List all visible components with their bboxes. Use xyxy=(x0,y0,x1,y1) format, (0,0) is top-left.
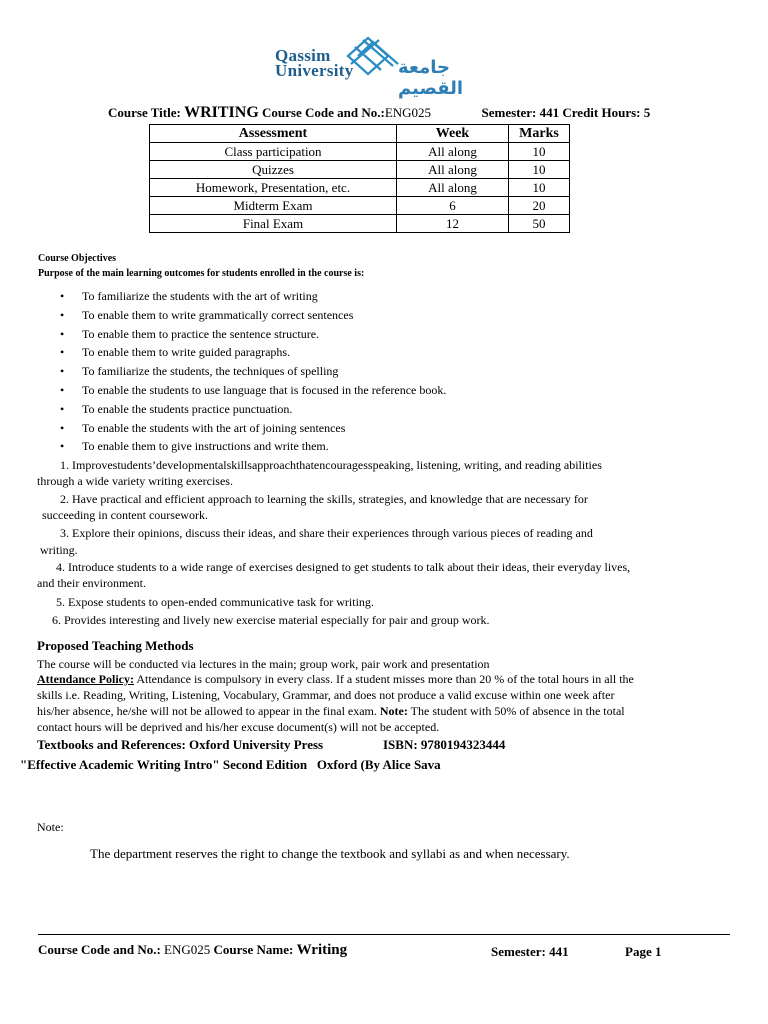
list-item: • To enable them to give instructions and write them. xyxy=(60,437,446,456)
page-footer xyxy=(38,942,730,959)
objectives-list xyxy=(60,287,446,456)
objectives-heading: Course Objectives xyxy=(38,253,117,264)
cell-assessment: Midterm Exam xyxy=(150,197,397,215)
outcome-2-line2: succeeding in content coursework. xyxy=(42,508,208,522)
cell-week: All along xyxy=(397,179,509,197)
footer-semester: Semester: 441 xyxy=(491,944,569,959)
outcome-1-line2: through a wide variety writing exercises. xyxy=(37,474,233,488)
semester-credit: Semester: 441 Credit Hours: 5 xyxy=(481,105,651,120)
cell-assessment: Homework, Presentation, etc. xyxy=(150,179,397,197)
list-item: • To enable the students practice punctuation. xyxy=(60,400,446,419)
footer-page-number: Page 1 xyxy=(625,944,662,959)
list-item: • To enable them to write grammatically correct sentences xyxy=(60,306,446,325)
cell-assessment: Class participation xyxy=(150,143,397,161)
teaching-text: The course will be conducted via lectures in the main; group work, pair work and presentation xyxy=(37,657,490,671)
cell-marks: 50 xyxy=(509,215,570,233)
cell-marks: 10 xyxy=(509,161,570,179)
header-week: Week xyxy=(397,125,509,143)
textbooks-label: Textbooks and References: Oxford University Press xyxy=(37,737,324,752)
course-code-label: Course Code and No.: xyxy=(262,105,385,120)
attendance-line2: skills i.e. Reading, Writing, Listening, Vocabulary, Grammar, and does not produce a valid excuse within one week after xyxy=(37,688,615,702)
list-item: • To enable the students to use language that is focused in the reference book. xyxy=(60,381,446,400)
header-assessment: Assessment xyxy=(150,125,397,143)
textbooks-isbn: ISBN: 9780194323444 xyxy=(383,737,506,752)
cell-week: All along xyxy=(397,161,509,179)
table-header-row xyxy=(150,125,570,143)
attendance-line1 xyxy=(37,672,634,687)
outcome-1-line1: 1. Improvestudents’developmentalskillsapproachthatencouragesspeaking, listening, writing, and reading abilities xyxy=(60,458,602,472)
attendance-label: Attendance Policy: xyxy=(37,672,134,686)
cell-week: 12 xyxy=(397,215,509,233)
table-row xyxy=(150,143,570,161)
cell-marks: 10 xyxy=(509,179,570,197)
course-title-label: Course Title: xyxy=(108,105,181,120)
attendance-line4: contact hours will be deprived and his/her excuse document(s) will not be accepted. xyxy=(37,720,440,734)
logo-arabic-name: جامعة القصيم xyxy=(398,57,464,99)
teaching-heading: Proposed Teaching Methods xyxy=(37,638,194,653)
list-item: • To enable them to practice the sentence structure. xyxy=(60,325,446,344)
table-row xyxy=(150,215,570,233)
cell-week: All along xyxy=(397,143,509,161)
objectives-purpose: Purpose of the main learning outcomes for students enrolled in the course is: xyxy=(38,268,365,279)
outcome-5: 5. Expose students to open-ended communicative task for writing. xyxy=(56,595,374,609)
assessment-table xyxy=(149,124,570,233)
table-row xyxy=(150,161,570,179)
outcome-4-line2: and their environment. xyxy=(37,576,146,590)
cell-assessment: Quizzes xyxy=(150,161,397,179)
attendance-note-label: Note: xyxy=(379,704,408,718)
attendance-line3 xyxy=(37,704,625,719)
outcome-4-line1: 4. Introduce students to a wide range of exercises designed to get students to talk about their ideas, their everyday lives, xyxy=(56,560,631,574)
attendance-text3b: The student with 50% of absence in the total xyxy=(410,704,625,718)
attendance-text3a: his/her absence, he/she will not be allowed to appear in the final exam. xyxy=(37,704,377,718)
footer-name-label: Course Name: xyxy=(213,942,294,957)
cell-week: 6 xyxy=(397,197,509,215)
cell-marks: 10 xyxy=(509,143,570,161)
attendance-text1: Attendance is compulsory in every class. If a student misses more than 20 % of the total hours in all the xyxy=(136,672,634,686)
note-text: The department reserves the right to change the textbook and syllabi as and when necessary. xyxy=(90,846,570,861)
logo-lattice-icon xyxy=(343,36,403,76)
list-item: • To enable the students with the art of joining sentences xyxy=(60,419,446,438)
header-marks: Marks xyxy=(509,125,570,143)
note-label: Note: xyxy=(37,820,64,834)
logo-name-line2: University xyxy=(275,61,354,80)
outcome-2-line1: 2. Have practical and efficient approach to learning the skills, strategies, and knowledge that are necessary for xyxy=(60,492,588,506)
course-header xyxy=(108,104,728,122)
outcome-6: 6. Provides interesting and lively new exercise material especially for pair and group work. xyxy=(52,613,490,627)
textbook-title: "Effective Academic Writing Intro" Second Edition Oxford (By Alice Sava xyxy=(20,757,441,772)
outcome-3-line1: 3. Explore their opinions, discuss their ideas, and share their experiences through various pieces of reading and xyxy=(60,526,593,540)
list-item: • To enable them to write guided paragraphs. xyxy=(60,343,446,362)
university-logo xyxy=(275,36,480,99)
cell-assessment: Final Exam xyxy=(150,215,397,233)
course-code: ENG025 xyxy=(384,105,432,120)
cell-marks: 20 xyxy=(509,197,570,215)
logo-name-line1: Qassim xyxy=(275,46,331,65)
footer-code: ENG025 xyxy=(164,942,211,957)
list-item: • To familiarize the students, the techniques of spelling xyxy=(60,362,446,381)
footer-divider xyxy=(38,934,730,935)
logo-english-name xyxy=(275,48,354,78)
course-title: WRITING xyxy=(184,104,259,121)
table-row xyxy=(150,179,570,197)
table-row xyxy=(150,197,570,215)
outcome-3-line2: writing. xyxy=(40,543,78,557)
footer-course-name: Writing xyxy=(296,942,348,958)
footer-code-label: Course Code and No.: xyxy=(38,942,161,957)
list-item: • To familiarize the students with the art of writing xyxy=(60,287,446,306)
